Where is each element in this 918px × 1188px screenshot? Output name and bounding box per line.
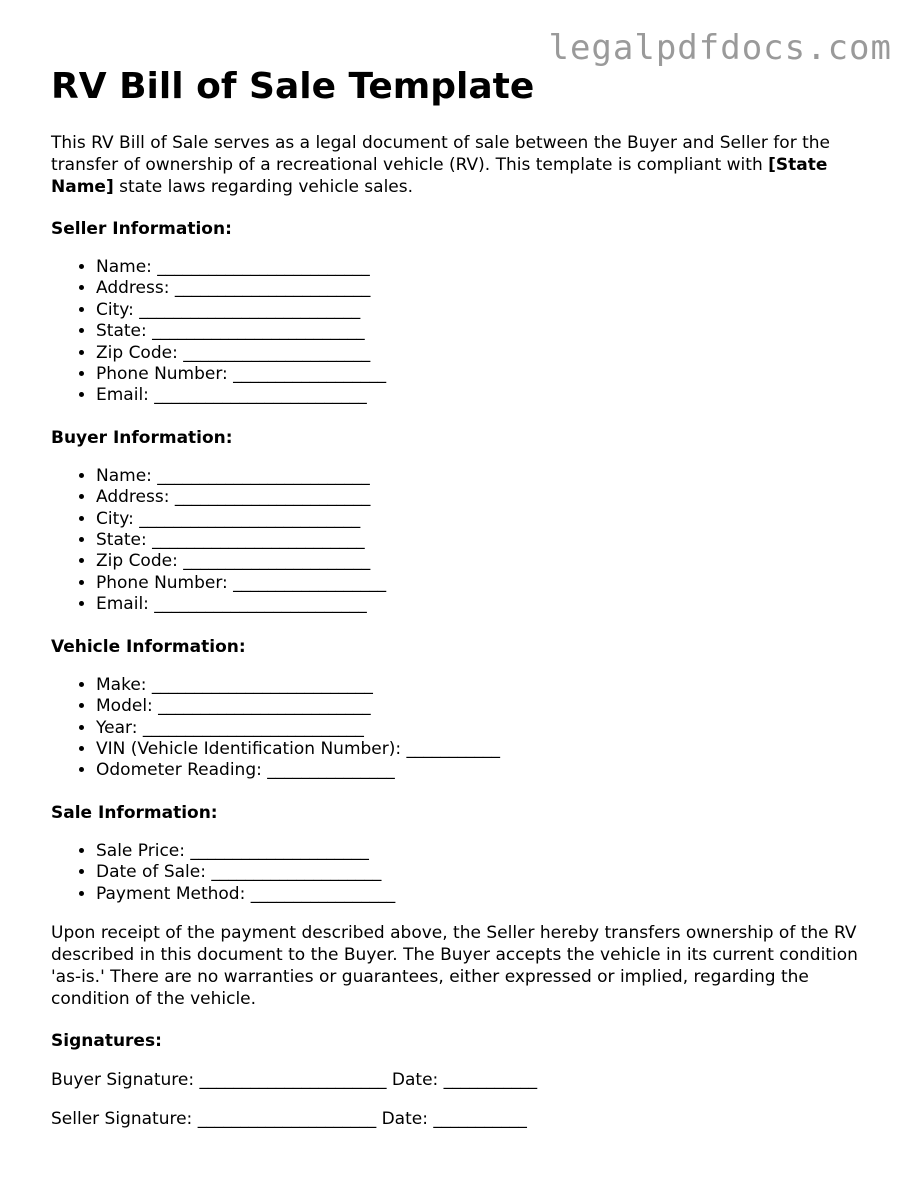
seller-signature-line: Seller Signature: _____________________ Date: ___________ [51, 1108, 527, 1129]
buyer-name-field: • Name: _________________________ [96, 466, 871, 487]
transfer-paragraph: Upon receipt of the payment described above, the Seller hereby transfers ownership of the RV described in this document to the Buyer. The Buyer accepts the vehicle in its current condition 'as-is.' There are no warranties or guarantees, either expressed or implied, regarding the condition of the vehicle. [51, 922, 858, 1009]
sale-heading: Sale Information: [51, 802, 218, 823]
vehicle-make-field: • Make: __________________________ [96, 675, 871, 696]
page-title: RV Bill of Sale Template [51, 66, 535, 107]
buyer-address-field: • Address: _______________________ [96, 487, 871, 508]
watermark: legalpdfdocs.com [548, 28, 892, 68]
state-name-placeholder: [State Name] [51, 155, 828, 197]
document-body [51, 62, 871, 1130]
buyer-email-field: • Email: _________________________ [96, 594, 871, 615]
seller-zip-field: • Zip Code: ______________________ [96, 343, 871, 364]
vehicle-vin-field: • VIN (Vehicle Identification Number): ___________ [96, 739, 871, 760]
intro-text-after: state laws regarding vehicle sales. [113, 177, 414, 197]
buyer-phone-field: • Phone Number: __________________ [96, 573, 871, 594]
seller-email-field: • Email: _________________________ [96, 385, 871, 406]
buyer-zip-field: • Zip Code: ______________________ [96, 551, 871, 572]
buyer-field-list [51, 466, 871, 616]
intro-text-before: This RV Bill of Sale serves as a legal document of sale between the Buyer and Seller for the transfer of ownership of a recreational vehicle (RV). This template is compliant with [51, 133, 830, 175]
sale-price-field: • Sale Price: _____________________ [96, 841, 871, 862]
buyer-signature-line: Buyer Signature: ______________________ Date: ___________ [51, 1069, 538, 1090]
buyer-heading: Buyer Information: [51, 427, 233, 448]
seller-city-field: • City: __________________________ [96, 300, 871, 321]
seller-field-list [51, 257, 871, 407]
vehicle-field-list [51, 675, 871, 782]
seller-state-field: • State: _________________________ [96, 321, 871, 342]
vehicle-heading: Vehicle Information: [51, 636, 246, 657]
buyer-state-field: • State: _________________________ [96, 530, 871, 551]
seller-address-field: • Address: _______________________ [96, 278, 871, 299]
signatures-heading: Signatures: [51, 1030, 162, 1051]
vehicle-model-field: • Model: _________________________ [96, 696, 871, 717]
seller-heading: Seller Information: [51, 219, 232, 239]
seller-name-field: • Name: _________________________ [96, 257, 871, 278]
seller-phone-field: • Phone Number: __________________ [96, 364, 871, 385]
sale-date-field: • Date of Sale: ____________________ [96, 862, 871, 883]
intro-paragraph [51, 132, 871, 198]
payment-method-field: • Payment Method: _________________ [96, 884, 871, 905]
vehicle-odometer-field: • Odometer Reading: _______________ [96, 760, 871, 781]
sale-field-list [51, 841, 871, 905]
buyer-city-field: • City: __________________________ [96, 509, 871, 530]
vehicle-year-field: • Year: __________________________ [96, 718, 871, 739]
